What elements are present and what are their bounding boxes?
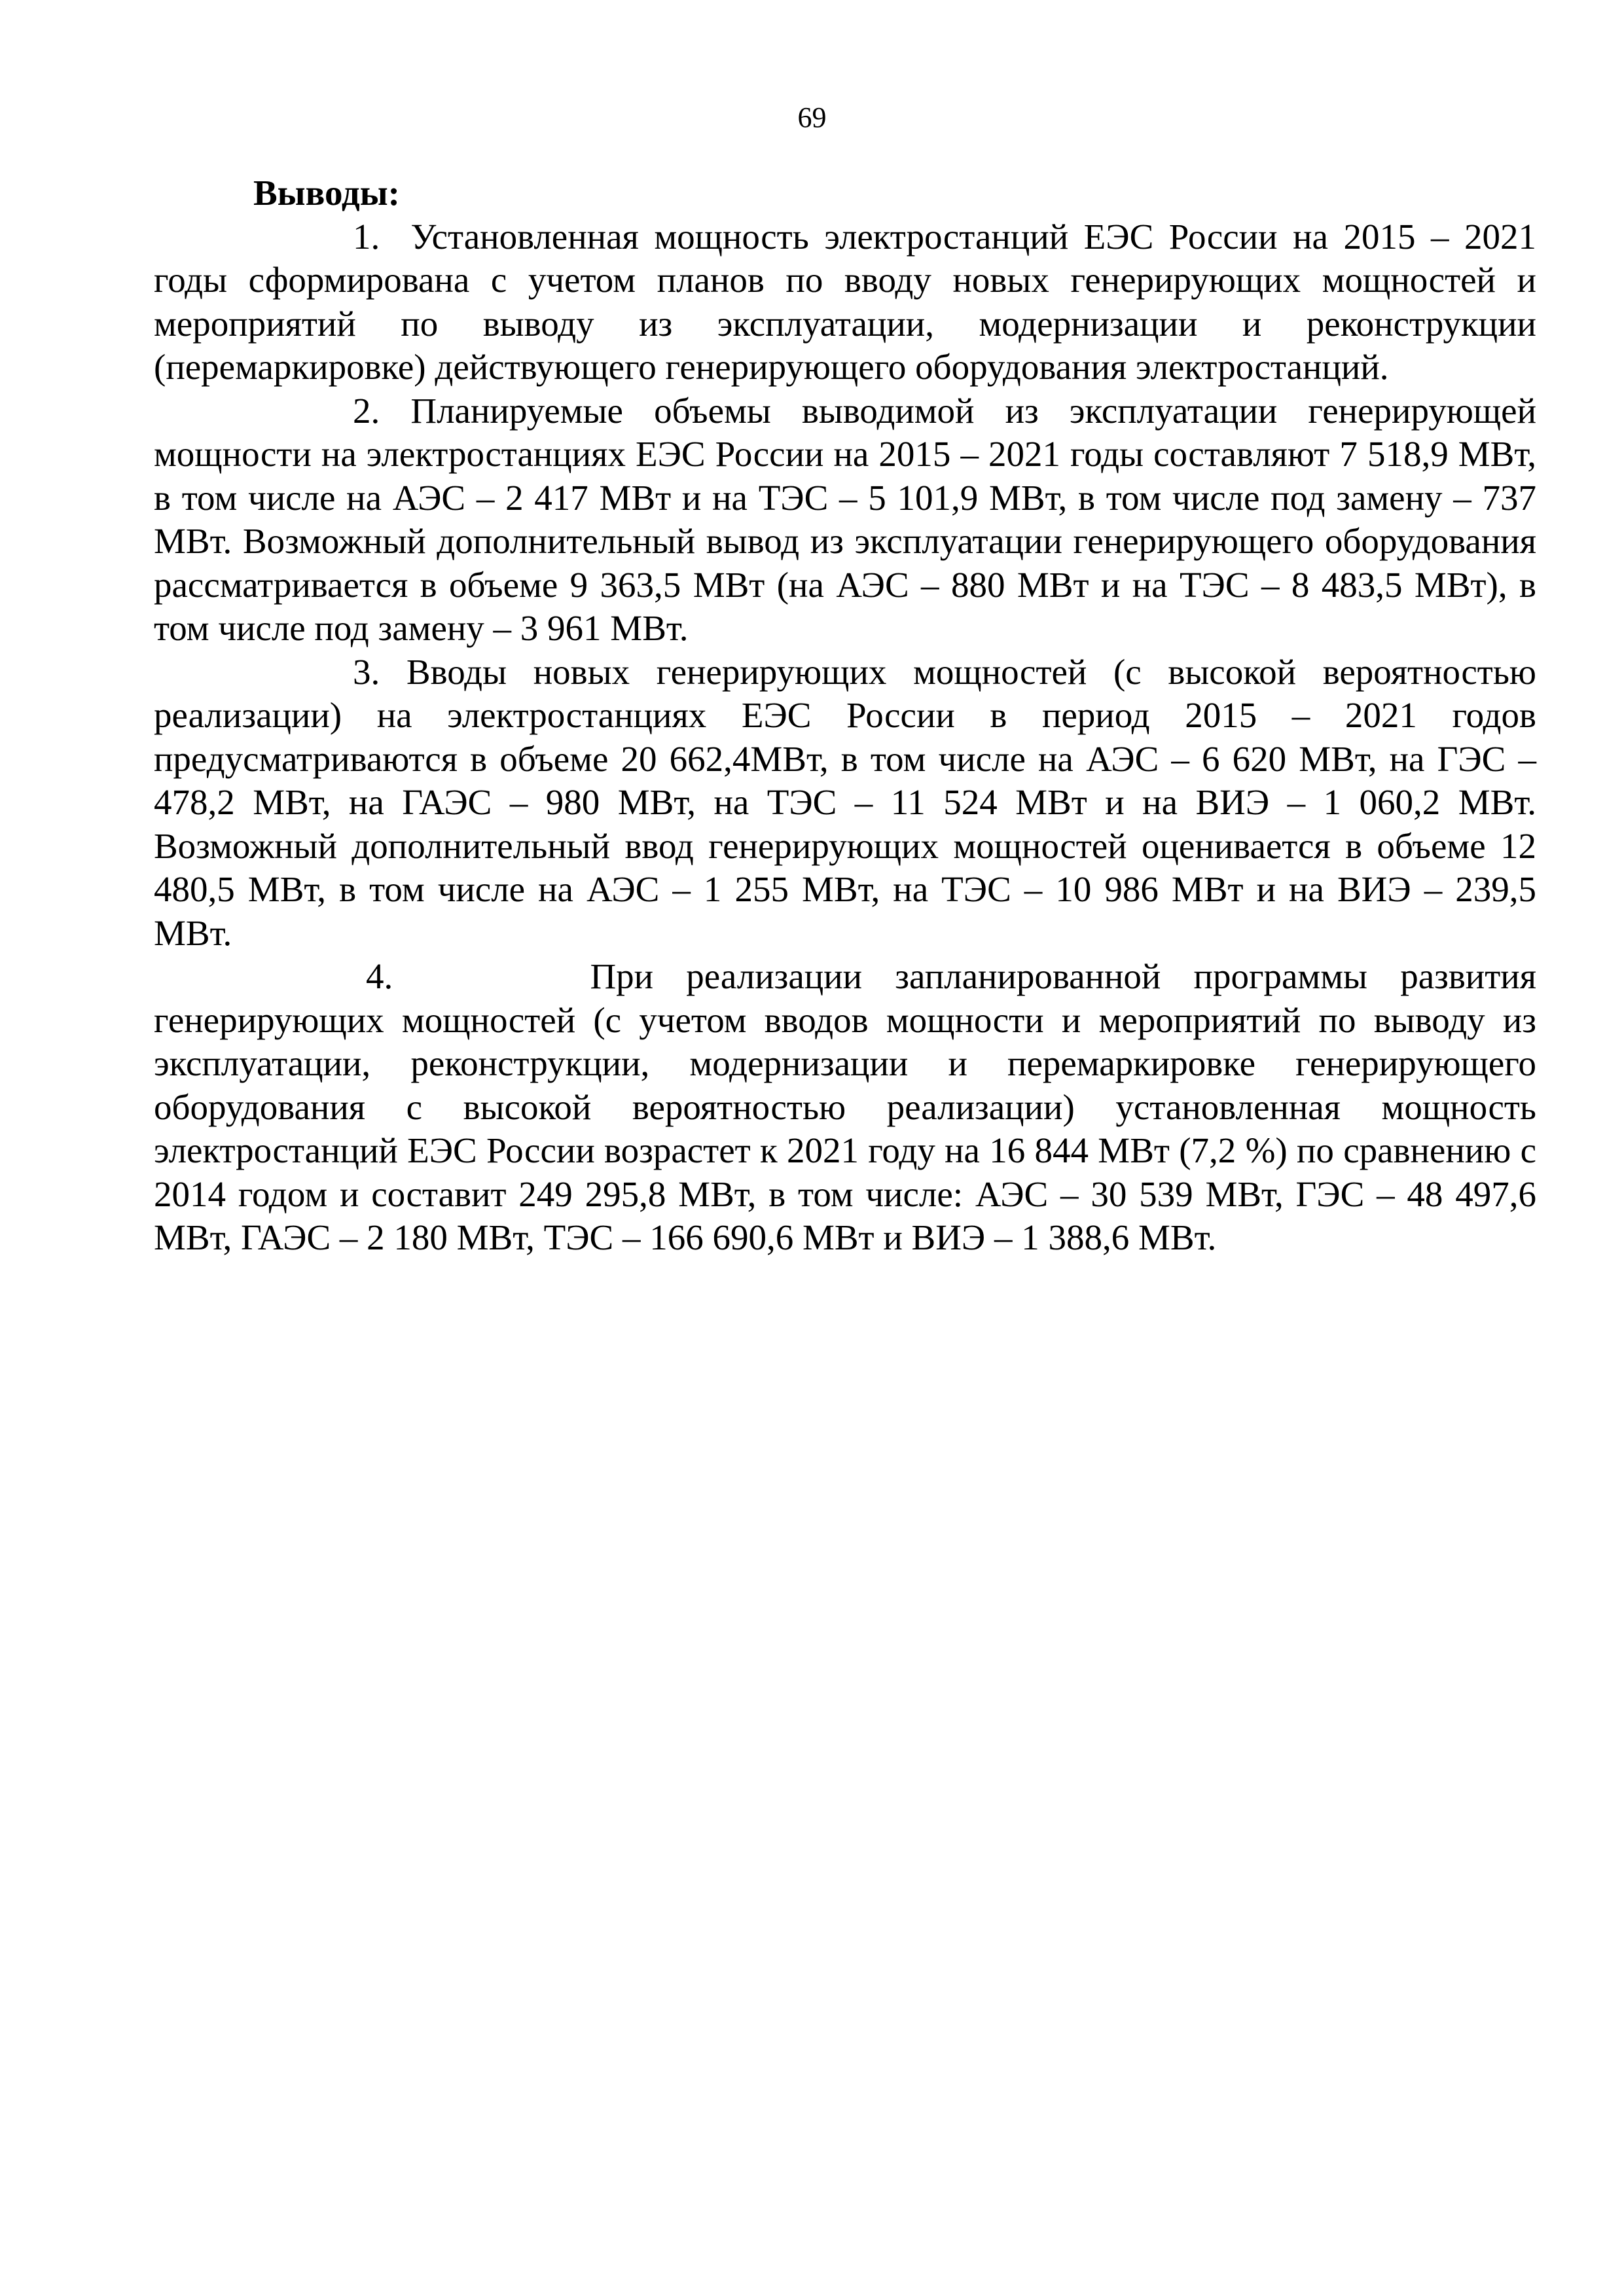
paragraph-text: Установленная мощность электростанций ЕЭС России на 2015 – 2021 годы сформирована с учетом планов по вводу новых генерирующих мощностей и мероприятий по выводу из эксплуатации, модернизации и реконструкции (перемаркировке) действующего генерирующего оборудования электростанций. — [154, 216, 1536, 387]
paragraph-number: 4. — [366, 956, 393, 996]
paragraph-number: 2. — [353, 390, 380, 431]
conclusion-paragraph-4 — [154, 955, 1536, 1260]
conclusion-paragraph-3 — [154, 651, 1536, 956]
paragraph-text: Планируемые объемы выводимой из эксплуатации генерирующей мощности на электростанциях ЕЭС России на 2015 – 2021 годы составляют 7 518,9 МВт, в том числе на АЭС – 2 417 МВт и на ТЭС – 5 101,9 МВт, в том числе под замену – 737 МВт. Возможный дополнительный вывод из эксплуатации генерирующего оборудования рассматривается в объеме 9 363,5 МВт (на АЭС – 880 МВт и на ТЭС – 8 483,5 МВт), в том числе под замену – 3 961 МВт. — [154, 390, 1537, 648]
paragraph-text: При реализации запланированной программы развития генерирующих мощностей (с учетом вводов мощности и мероприятий по выводу из эксплуатации, реконструкции, модернизации и перемаркировке генерирующего оборудования с высокой вероятностью реализации) установленная мощность электростанций ЕЭС России возрастет к 2021 году на 16 844 МВт (7,2 %) по сравнению с 2014 годом и составит 249 295,8 МВт, в том числе: АЭС – 30 539 МВт, ГЭС – 48 497,6 МВт, ГАЭС – 2 180 МВт, ТЭС – 166 690,6 МВт и ВИЭ – 1 388,6 МВт. — [154, 956, 1536, 1257]
section-heading: Выводы: — [253, 173, 400, 213]
paragraph-text: Вводы новых генерирующих мощностей (с высокой вероятностью реализации) на электростанциях ЕЭС России в период 2015 – 2021 годов предусматриваются в объеме 20 662,4МВт, в том числе на АЭС – 6 620 МВт, на ГЭС – 478,2 МВт, на ГАЭС – 980 МВт, на ТЭС – 11 524 МВт и на ВИЭ – 1 060,2 МВт. Возможный дополнительный ввод генерирующих мощностей оценивается в объеме 12 480,5 МВт, в том числе на АЭС – 1 255 МВт, на ТЭС – 10 986 МВт и на ВИЭ – 239,5 МВт. — [154, 651, 1536, 953]
conclusion-paragraph-1 — [154, 215, 1536, 389]
document-body — [154, 171, 1536, 1260]
paragraph-number: 3. — [353, 651, 380, 692]
paragraph-number: 1. — [353, 216, 380, 257]
page-number: 69 — [797, 101, 827, 134]
conclusion-paragraph-2 — [154, 389, 1536, 651]
